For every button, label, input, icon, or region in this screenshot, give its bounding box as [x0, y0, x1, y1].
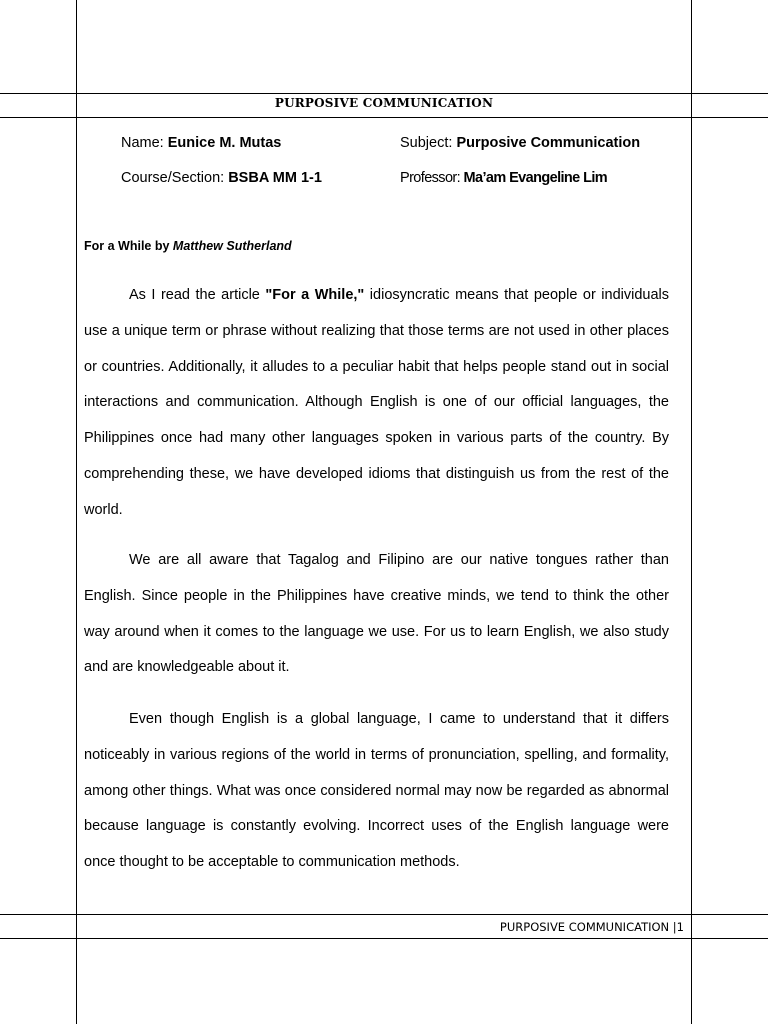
professor-label: Professor:	[400, 170, 461, 186]
page-footer: PURPOSIVE COMMUNICATION |1	[499, 920, 684, 934]
name-value: Eunice M. Mutas	[167, 135, 282, 151]
course-field	[121, 170, 322, 186]
subject-field	[400, 135, 640, 151]
paragraph-1-start: As I read the article	[129, 287, 266, 303]
paragraph-1	[84, 278, 669, 529]
essay-heading-author: Matthew Sutherland	[172, 239, 292, 253]
footer-bottom-line	[0, 938, 768, 939]
paragraph-3: Even though English is a global language, I came to understand that it differs noticeably in various regions of the world in terms of pronunciation, spelling, and formality, among other things. What was once considered normal may now be regarded as abnormal because language is constantly evolving. Incorrect uses of the English language were once thought to be acceptable to communication methods.	[84, 711, 669, 871]
header-top-line	[0, 93, 768, 94]
name-label: Name:	[121, 135, 164, 151]
name-field	[121, 135, 281, 151]
course-value: BSBA MM 1-1	[228, 170, 322, 186]
subject-value: Purposive Communication	[456, 135, 641, 151]
professor-field	[400, 170, 607, 186]
page-title: PURPOSIVE COMMUNICATION	[274, 96, 494, 110]
paragraph-1-rest: idiosyncratic means that people or individuals use a unique term or phrase without realizing that those terms are not used in other places or countries. Additionally, it alludes to a peculiar habit that helps people stand out in social interactions and communication. Although English is one of our official languages, the Philippines once had many other languages spoken in various parts of the country. By comprehending these, we have developed idioms that distinguish us from the rest of the world.	[84, 287, 670, 518]
course-label: Course/Section:	[121, 170, 225, 186]
professor-value: Ma’am Evangeline Lim	[463, 170, 608, 186]
footer-top-line	[0, 914, 768, 915]
essay-heading	[84, 239, 292, 253]
left-margin-line	[76, 0, 77, 1024]
paragraph-2: We are all aware that Tagalog and Filipino are our native tongues rather than English. Since people in the Philippines have creative minds, we tend to think the other way around when it comes to the language we use. For us to learn English, we also study and are knowledgeable about it.	[84, 552, 669, 676]
essay-heading-prefix: For a While by	[84, 239, 173, 253]
subject-label: Subject:	[400, 135, 453, 151]
header-bottom-line	[0, 117, 768, 118]
right-margin-line	[691, 0, 692, 1024]
article-title: "For a While,"	[265, 287, 365, 303]
